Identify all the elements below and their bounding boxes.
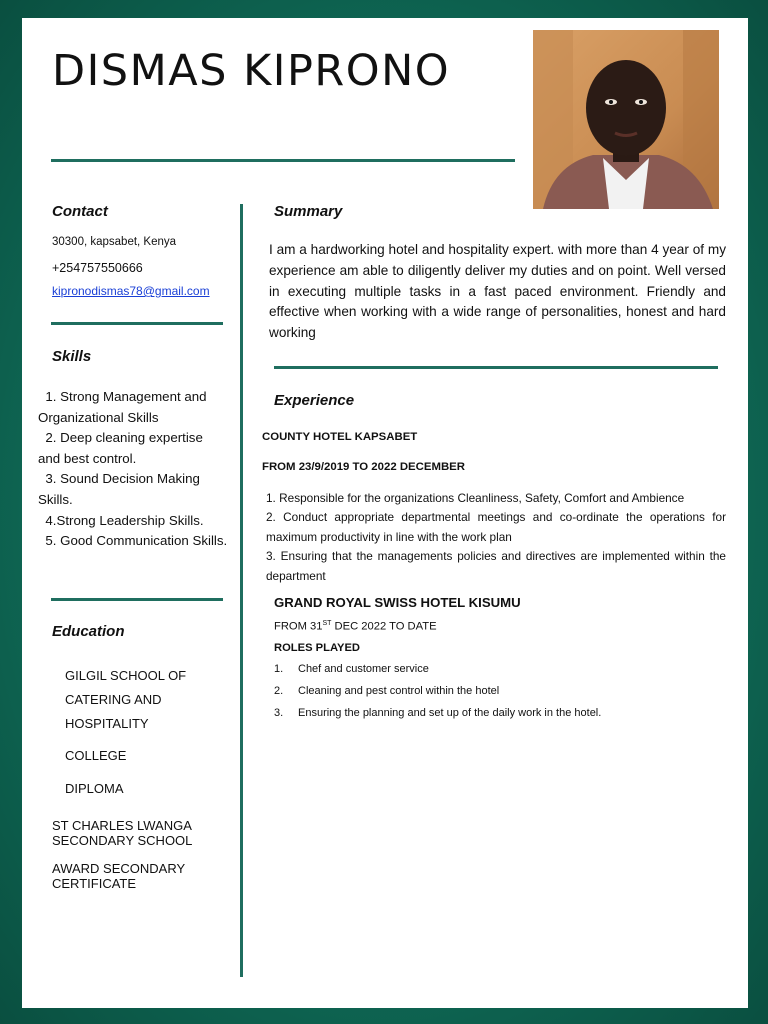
role-number: 2. xyxy=(274,685,284,697)
contact-divider xyxy=(51,322,223,325)
education-school-1 xyxy=(65,664,186,736)
role-text: Cleaning and pest control within the hotel xyxy=(298,685,500,697)
education-line: SECONDARY SCHOOL xyxy=(52,833,193,848)
resume-page xyxy=(22,18,748,1008)
duty-item: 3. Ensuring that the managements policies and directives are implemented within the department xyxy=(266,549,726,583)
education-school-2 xyxy=(52,818,192,848)
skill-item: 3. Sound Decision Making Skills. xyxy=(38,471,204,507)
profile-photo xyxy=(533,30,719,209)
role-number: 1. xyxy=(274,663,284,675)
education-award xyxy=(52,861,185,891)
skills-divider xyxy=(51,598,223,601)
profile-photo-image xyxy=(533,30,719,209)
job2-period xyxy=(274,620,437,633)
summary-divider xyxy=(274,366,718,369)
summary-text: I am a hardworking hotel and hospitality expert. with more than 4 year of my experience am able to diligently deliver my duties and on point. Well versed in executing multiple tasks in a fast paced environment. Friendly and effective when working with a wide range of personalities, honest and hard working xyxy=(269,242,726,341)
job1-employer: COUNTY HOTEL KAPSABET xyxy=(262,431,418,443)
summary-heading: Summary xyxy=(274,203,343,220)
column-divider xyxy=(240,204,243,977)
role-number: 3. xyxy=(274,707,284,719)
job2-period-sup: ST xyxy=(322,620,332,627)
role-text: Ensuring the planning and set up of the daily work in the hotel. xyxy=(298,707,602,719)
skill-item: 2. Deep cleaning expertise and best control. xyxy=(38,430,207,466)
role-item xyxy=(274,663,601,685)
header-divider xyxy=(51,159,515,162)
job1-period: FROM 23/9/2019 TO 2022 DECEMBER xyxy=(262,461,466,473)
role-item xyxy=(274,685,601,707)
job2-period-prefix: FROM 31 xyxy=(274,620,323,633)
duty-item: 1. Responsible for the organizations Cleanliness, Safety, Comfort and Ambience xyxy=(266,491,685,505)
role-text: Chef and customer service xyxy=(298,663,429,675)
duty-item: 2. Conduct appropriate departmental meetings and co-ordinate the operations for maximum productivity in line with the work plan xyxy=(266,510,726,544)
job2-period-suffix: DEC 2022 TO DATE xyxy=(331,620,437,633)
education-line: HOSPITALITY xyxy=(65,716,149,731)
skill-item: 4.Strong Leadership Skills. xyxy=(38,512,204,528)
skills-heading: Skills xyxy=(52,348,92,365)
education-line: CATERING AND xyxy=(65,692,162,707)
job2-employer: GRAND ROYAL SWISS HOTEL KISUMU xyxy=(274,595,521,610)
contact-phone: +254757550666 xyxy=(52,261,143,275)
education-heading: Education xyxy=(52,623,125,640)
education-diploma: DIPLOMA xyxy=(65,781,124,796)
job1-duties xyxy=(266,489,726,586)
education-line: ST CHARLES LWANGA xyxy=(52,818,192,833)
contact-email-link[interactable]: kipronodismas78@gmail.com xyxy=(52,284,210,298)
skill-item: 5. Good Communication Skills. xyxy=(38,533,228,549)
experience-heading: Experience xyxy=(274,392,355,409)
role-item xyxy=(274,707,601,729)
roles-heading: ROLES PLAYED xyxy=(274,642,360,654)
education-line: GILGIL SCHOOL OF xyxy=(65,668,187,683)
education-line: AWARD SECONDARY xyxy=(52,861,186,876)
contact-heading: Contact xyxy=(52,203,108,220)
education-college: COLLEGE xyxy=(65,748,127,763)
candidate-name: DISMAS KIPRONO xyxy=(52,46,451,96)
skill-item: 1. Strong Management and Organizational Skills xyxy=(38,389,211,425)
education-line: CERTIFICATE xyxy=(52,876,137,891)
skills-list xyxy=(38,387,228,552)
roles-list xyxy=(274,663,601,729)
contact-address: 30300, kapsabet, Kenya xyxy=(52,236,177,248)
